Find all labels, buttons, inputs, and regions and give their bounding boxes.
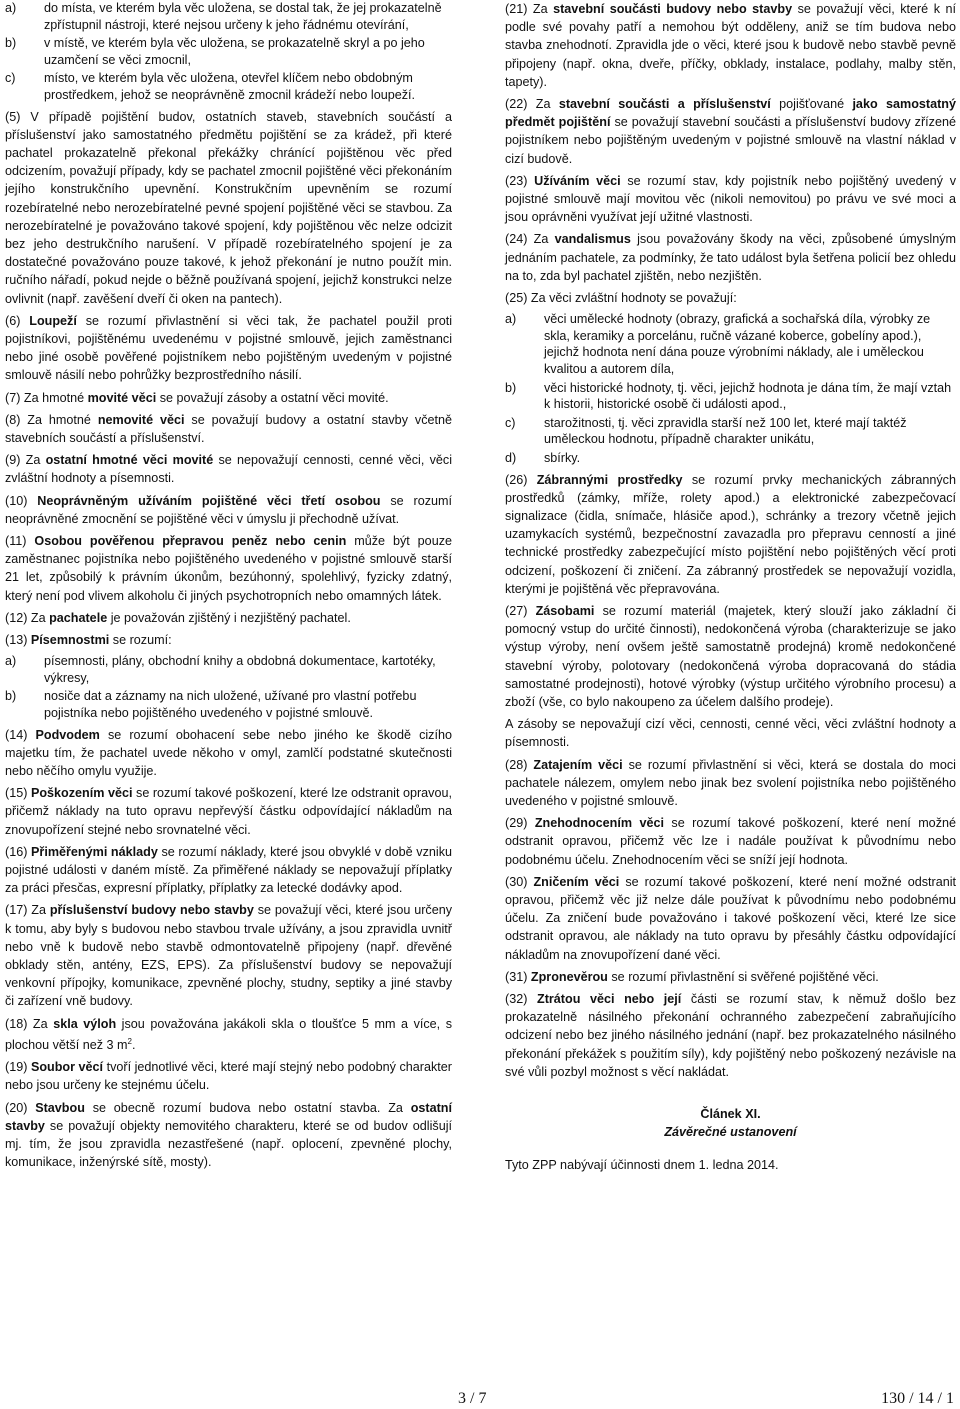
paragraph-22: (22) Za stavební součásti a příslušenství pojišťované jako samostatný předmět pojištění se považují stavební součásti a příslušenství budovy zřízené pojistníkem nebo pojištěným uvedeným v pojistné smlouvě na vlastní náklad v cizí budově. (505, 97, 956, 166)
paragraph-20: (20) Stavbou se obecně rozumí budova nebo ostatní stavba. Za ostatní stavby se považují objekty nemovitého charakteru, které se od budov odlišují mj. tím, že jsou zpravidla nezastřešené (např. oplocení, zpevněné plochy, komunikace, inženýrské sítě, mosty). (5, 1100, 452, 1170)
paragraph-31: (31) Zpronevěrou se rozumí přivlastnění si svěřené pojištěné věci. (505, 969, 879, 984)
paragraph-17: (17) Za příslušenství budovy nebo stavby se považují věci, které jsou určeny k tomu, aby byly s budovou nebo stavbou trvale užívány, a jsou zpravidla uvnitř nebo vně k budově nebo stavbě odmontovatelně připojeny (např. dřevěné obklady stěn, antény, EZS, EPS). Za příslušenství budovy se nepovažují venkovní přípojky, komunikace, zpevněné plochy, studny, septiky a jiné stavby či zařízení vně budovy. (5, 903, 452, 1009)
closing-statement: Tyto ZPP nabývají účinnosti dnem 1. ledna 2014. (505, 1157, 779, 1172)
page-number: 3 / 7 (458, 1390, 487, 1407)
paragraph-12: (12) Za pachatele je považován zjištěný i nezjištěný pachatel. (5, 610, 351, 625)
list-item: d) sbírky. (505, 451, 581, 465)
paragraph-32: (32) Ztrátou věci nebo její části se rozumí stav, k němuž došlo bez prokazatelně násilného překonání ochranného zabezpečení zabraňujícího odcizení nebo bez jiného násilného jednání (např. bez prokazatelného násilného překonání překážek s použitím síly), kdy pojištěný nebo poškozený nezávisle na své vůli pozbyl možnost s věcí nakládat. (505, 992, 956, 1079)
list-item: a) písemnosti, plány, obchodní knihy a obdobná dokumentace, kartotéky, výkresy, (5, 654, 436, 685)
list-item: c) místo, ve kterém byla věc uložena, otevřel klíčem nebo obdobným prostředkem, jehož se neoprávněně zmocnil krádeží nebo loupeží. (5, 71, 416, 102)
paragraph-6: (6) Loupeží se rozumí přivlastnění si věci tak, že pachatel použil proti pojistníkovi, pojištěnému uvedenému v pojistné smlouvě, jejich zaměstnanci nebo jiné osobě pověřené pojistníkem nebo pojištěným uvedeným v pojistné smlouvě násilí nebo pohrůžky bezprostředního násilí. (5, 313, 452, 383)
paragraph-7: (7) Za hmotné movité věci se považují zásoby a ostatní věci movité. (5, 390, 389, 405)
list-item: b) v místě, ve kterém byla věc uložena, se prokazatelně skryl a po jeho uzamčení se věci zmocnil, (5, 36, 425, 67)
paragraph-11: (11) Osobou pověřenou přepravou peněz nebo cenin může být pouze zaměstnanec pojistníka nebo pojištěného uvedeného v pojistné smlouvě starší 21 let, způsobilý k právním úkonům, bezúhonný, spolehlivý, fyzicky zdatný, který není pod vlivem alkoholu či jiných psychotropních nebo omamných látek. (5, 534, 452, 603)
article-subtitle: Závěrečné ustanovení (664, 1125, 797, 1140)
paragraph-28: (28) Zatajením věci se rozumí přivlastnění si věci, která se dostala do moci pachatele nálezem, omylem nebo jinak bez svolení pojistníka nebo pojištěného uvedeného v pojistné smlouvě. (505, 757, 956, 809)
paragraph-5: (5) V případě pojištění budov, ostatních staveb, stavebních součástí a příslušenství jako samostatného předmětu pojištění se za krádež, při které pachatel prokazatelně překonal překážky chránící pojištěnou věc před odcizením, považují případy, kdy se pachatel zmocnil pojištěné věci překonáním jejího konstrukčního upevnění. Konstrukčním upevněním se rozumí rozebíratelné nebo nerozebíratelné pevné spojení pojištěné věci se stavbou. Za nerozebíratelné je považováno takové spojení, kdy pojištěnou věc nelze odcizit bez jeho destrukčního narušení. V případě rozebíratelného spojení je za dostatečné považováno pouze takové, k jehož překonání je nutno použít min. ručního nářadí, pokud nejde o běžně používaná spojení, jejichž konstrukci nelze ovlivnit (např. zavěšení dveří či oken na pantech). (5, 109, 452, 306)
paragraph-14: (14) Podvodem se rozumí obohacení sebe nebo jiného ke škodě cizího majetku tím, že pachatel uvede někoho v omyl, zamlčí podstatné skutečnosti nebo něčího omylu využije. (5, 727, 452, 779)
paragraph-23: (23) Užíváním věci se rozumí stav, kdy pojistník nebo pojištěný uvedený v pojistné smlouvě mají movitou věc (nikoli nemovitou) po právu ve své moci a jsou oprávněni využívat její užitné vlastnosti. (505, 173, 956, 225)
left-column (5, 0, 452, 1175)
list-item: c) starožitnosti, tj. věci zpravidla starší než 100 let, které mají taktéž uměleckou hodnotu, případně charakter unikátu, (505, 415, 907, 447)
paragraph-27: (27) Zásobami se rozumí materiál (majetek, který slouží jako základní či pomocný vstup do určité činnosti), nedokončená výroba (charakterizuje se jako výstup výroby, není ovšem ještě samostatně prodejná) kromě nedokončené stavební výroby, polotovary (nedokončená výroba dopracovaná do stádia samostatné prodejnosti), hotové výrobky (výstup určitého výrobního procesu) a zboží (vše, co bylo nakoupeno za účelem dalšího prodeje). (505, 604, 956, 710)
paragraph-30: (30) Zničením věci se rozumí takové poškození, které není možné odstranit opravou, přičemž věc již nelze dále používat k původnímu nebo podobnému účelu. Za zničení bude považováno i takové poškození věci, které lze sice odstranit opravou, ale náklady na tuto opravu by přesáhly částku odpovídající nákladům na znovupořízení dané věci. (505, 874, 956, 962)
paragraph-19: (19) Soubor věcí tvoří jednotlivé věci, které mají stejný nebo podobný charakter nebo jsou určeny ke stejnému účelu. (5, 1060, 452, 1093)
documents-list (5, 653, 452, 721)
paragraph-21: (21) Za stavební součásti budovy nebo stavby se považují věci, které k ní podle své povahy patří a nemohou být odděleny, aniž se tím budova nebo stavba znehodnotí. Zpravidla jde o věci, které jsou k budově nebo stavbě pevně připojeny (např. okna, dveře, příčky, obklady, instalace, podlahy, malby stěn, tapety). (505, 2, 956, 89)
list-item: a) věci umělecké hodnoty (obrazy, grafická a sochařská díla, výrobky ze skla, keramiky a porcelánu, ručně vázané koberce, gobelíny apod.), jejichž hodnota není dána pouze výrobními náklady, ale i uměleckou kvalitou a autorem díla, (505, 312, 931, 377)
paragraph-8: (8) Za hmotné nemovité věci se považují budovy a ostatní stavby včetně stavebních součástí a příslušenství. (5, 412, 452, 446)
paragraph-16: (16) Přiměřenými náklady se rozumí náklady, které jsou obvyklé v době vzniku pojistné události v daném místě. Za přiměřené náklady se nepovažují příplatky za práci přesčas, expresní příplatky, příplatky za letecké dodávky apod. (5, 844, 452, 896)
burglary-conditions-list (5, 0, 452, 104)
paragraph-26: (26) Zábrannými prostředky se rozumí prvky mechanických zábranných prostředků (zámky, mříže, rolety apod.) a elektronické zabezpečovací signalizace (čidla, snímače, hlásiče apod.), schránky a trezory včetně jejich uzamykacích systémů, bezpečnostní zavazadla pro přepravu cenností a jiné technické prostředky zabezpečující místo pojištění nebo pojištěných věcí proti odcizení, poškození či zničení. Za zábranný prostředek se nepovažují vozidla, kterými je pojištěná věc přepravována. (505, 472, 956, 596)
list-item: b) nosiče dat a záznamy na nich uložené, užívané pro vlastní potřebu pojistníka nebo pojištěného uvedeného v pojistné smlouvě. (5, 689, 417, 721)
paragraph-29: (29) Znehodnocením věci se rozumí takové poškození, které není možné odstranit opravou, přičemž věc lze i nadále používat k původnímu nebo podobnému účelu. Znehodnocením věci se sníží její hodnota. (505, 816, 956, 867)
paragraph-9: (9) Za ostatní hmotné věci movité se nepovažují cennosti, cenné věci, věci zvláštní hodnoty a písemnosti. (5, 453, 452, 486)
paragraph-25: (25) Za věci zvláštní hodnoty se považují: (505, 291, 737, 306)
paragraph-24: (24) Za vandalismus jsou považovány škody na věci, způsobené úmyslným jednáním pachatele, za podmínky, že tato událost byla šetřena policií bez ohledu na to, zda byl pachatel zjištěn, nebo nezjištěn. (505, 232, 956, 283)
special-value-list (505, 311, 956, 466)
paragraph-15: (15) Poškozením věci se rozumí takové poškození, které lze odstranit opravou, přičemž náklady na tuto opravu nepřevýší částku odpovídající nákladům na znovupořízení stejné nebo srovnatelné věci. (5, 786, 452, 837)
right-column (505, 0, 956, 1178)
paragraph-27-note: A zásoby se nepovažují cizí věci, cennosti, cenné věci, věci zvláštní hodnoty a písemnosti. (505, 717, 956, 750)
paragraph-18: (18) Za skla výloh jsou považována jakákoli skla o tloušťce 5 mm a více, s plochou větší než 3 $m^2$. (5, 1016, 453, 1053)
document-number: 130 / 14 / 1 (881, 1390, 954, 1407)
list-item: a) do místa, ve kterém byla věc uložena, se dostal tak, že jej prokazatelně zpřístupnil nástroji, které nejsou určeny k jeho řádnému otevírání, (5, 1, 442, 32)
paragraph-13: (13) Písemnostmi se rozumí: (5, 633, 172, 648)
paragraph-10: (10) Neoprávněným užíváním pojištěné věci třetí osobou se rozumí neoprávněné zmocnění se pojištěné věci v úmyslu ji přechodně užívat. (5, 493, 452, 526)
article-title: Článek XI. (700, 1107, 761, 1122)
list-item: b) věci historické hodnoty, tj. věci, jejichž hodnota je dána tím, že mají vztah k historii, historické osobě či události apod., (505, 380, 952, 412)
